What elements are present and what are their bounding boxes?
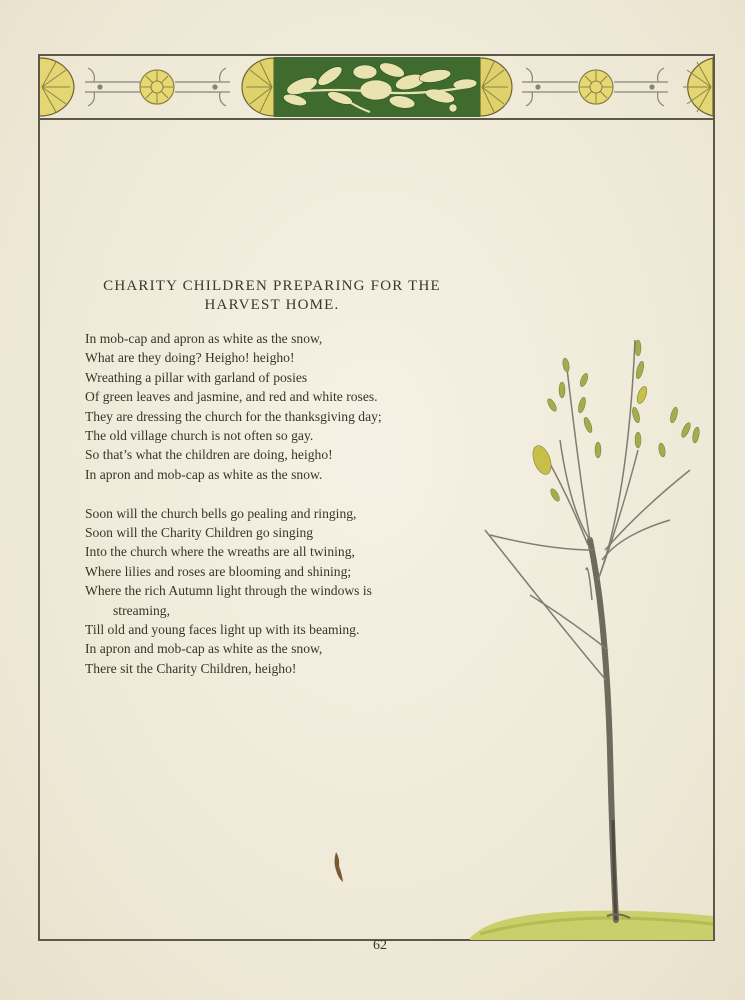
ink-blot-mark xyxy=(330,850,346,884)
center-foliage-panel xyxy=(274,57,480,117)
poem-line: Of green leaves and jasmine, and red and white roses. xyxy=(85,389,378,405)
ornament-band-illustration xyxy=(40,56,713,118)
poem-line: So that’s what the children are doing, heigho! xyxy=(85,447,333,463)
poem-line: Soon will the Charity Children go singing xyxy=(85,525,314,541)
right-sun-ornament-icon xyxy=(683,58,713,116)
poem-line: Soon will the church bells go pealing and ringing, xyxy=(85,505,357,521)
poem-title-line-1: CHARITY CHILDREN PREPARING FOR THE xyxy=(103,278,441,294)
decorative-header-band xyxy=(40,56,713,120)
poem-line: Where lilies and roses are blooming and shining; xyxy=(85,563,352,579)
grass-mound xyxy=(470,911,713,940)
poem-body xyxy=(85,329,475,678)
tree-branches xyxy=(485,340,690,680)
poem-line: The old village church is not often so gay. xyxy=(85,428,314,444)
poem-line: Into the church where the wreaths are all twining, xyxy=(85,544,355,560)
poem-line: Where the rich Autumn light through the windows is xyxy=(85,583,372,599)
right-medallion-icon xyxy=(579,70,613,104)
poem-line: In apron and mob-cap as white as the snow, xyxy=(85,641,323,657)
left-sun-ornament-icon xyxy=(40,58,74,116)
center-left-sun-icon xyxy=(242,58,274,116)
center-right-sun-icon xyxy=(480,58,512,116)
poem-title-line-2: HARVEST HOME. xyxy=(204,297,340,313)
page-number: 62 xyxy=(373,938,387,953)
poem-line: There sit the Charity Children, heigho! xyxy=(85,660,297,676)
poem-line: In mob-cap and apron as white as the snow, xyxy=(85,331,323,346)
left-medallion-icon xyxy=(140,70,174,104)
stanza-break xyxy=(85,484,475,503)
poem-title xyxy=(72,277,472,315)
poem-line: Till old and young faces light up with its beaming. xyxy=(85,622,360,638)
poem-line: They are dressing the church for the thanksgiving day; xyxy=(85,408,382,424)
tree-leaves xyxy=(529,340,700,503)
poem-line: Wreathing a pillar with garland of posies xyxy=(85,369,308,385)
poem-line: streaming, xyxy=(113,602,171,618)
poem-line: What are they doing? Heigho! heigho! xyxy=(85,350,295,366)
poem-line: In apron and mob-cap as white as the snow. xyxy=(85,466,323,482)
sapling-tree-illustration xyxy=(470,320,715,942)
tree-trunk xyxy=(590,540,616,920)
